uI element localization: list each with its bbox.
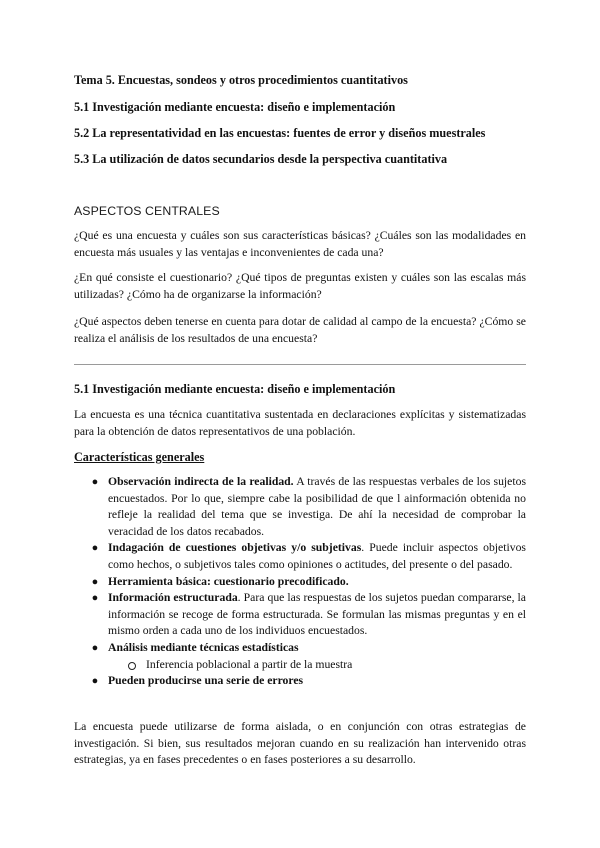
- list-item-text: A través de las respuestas verbales de los sujetos encuestados. Por lo que, siempre cabe la posibilidad de que l ainformación obtenida no refleje la realidad del tema que se investiga. De ahí la necesidad de comprobar la veracidad de los datos recabados.: [108, 475, 526, 538]
- list-item: [90, 474, 526, 540]
- list-item-bold: Pueden producirse una serie de errores: [108, 674, 304, 688]
- list-item-bold: Herramienta básica: cuestionario precodificado.: [108, 574, 349, 588]
- question-paragraph-1: ¿Qué es una encuesta y cuáles son sus características básicas? ¿Cuáles son las modalidades en encuesta más usuales y las ventajas e inconvenientes de cada una?: [74, 229, 526, 259]
- toc-heading-5-1: 5.1 Investigación mediante encuesta: diseño e implementación: [74, 100, 396, 114]
- bullet-icon: ●: [91, 641, 99, 654]
- intro-paragraph: La encuesta es una técnica cuantitativa sustentada en declaraciones explícitas y sistematizadas para la obtención de datos representativos de una población.: [74, 408, 526, 438]
- closing-paragraph: La encuesta puede utilizarse de forma aislada, o en conjunción con otras estrategias de investigación. Si bien, sus resultados mejoran cuando en su realización han intervenido otras estrategias, ya en fases precedentes o en fases posteriores a su desarrollo.: [74, 720, 526, 767]
- aspectos-centrales-title: ASPECTOS CENTRALES: [74, 204, 220, 218]
- list-item-bold: Análisis mediante técnicas estadísticas: [108, 640, 299, 654]
- list-item-text: . Puede incluir aspectos objetivos como hechos, o subjetivos tales como opiniones o actitudes, del presente o del pasado.: [108, 541, 526, 571]
- list-item: [90, 673, 526, 690]
- sub-list-item: [108, 657, 526, 674]
- list-item-text: . Para que las respuestas de los sujetos puedan compararse, la información se recoge de forma estructurada. Se formulan las mismas preguntas y en el mismo orden a cada uno de los individuos encuestados.: [108, 591, 526, 638]
- list-item: [90, 590, 526, 640]
- document-title: Tema 5. Encuestas, sondeos y otros procedimientos cuantitativos: [74, 73, 408, 87]
- question-paragraph-3: ¿Qué aspectos deben tenerse en cuenta para dotar de calidad al campo de la encuesta? ¿Cómo se realiza el análisis de los resultados de una encuesta?: [74, 315, 526, 345]
- list-item: [90, 574, 526, 591]
- section-heading-5-1: 5.1 Investigación mediante encuesta: diseño e implementación: [74, 382, 396, 396]
- horizontal-divider: [74, 364, 526, 365]
- toc-heading-5-3: 5.3 La utilización de datos secundarios desde la perspectiva cuantitativa: [74, 152, 448, 166]
- list-item: [90, 640, 526, 673]
- toc-heading-5-2: 5.2 La representatividad en las encuestas: fuentes de error y diseños muestrales: [74, 126, 486, 140]
- sub-list: [108, 657, 526, 674]
- hollow-bullet-icon: [128, 662, 136, 670]
- sub-list-item-text: Inferencia poblacional a partir de la muestra: [146, 657, 353, 671]
- bullet-icon: ●: [91, 476, 99, 488]
- bullet-icon: ●: [91, 675, 99, 688]
- characteristics-title: Características generales: [74, 450, 205, 464]
- bullet-icon: ●: [91, 575, 99, 588]
- bullet-icon: ●: [91, 542, 99, 555]
- bullet-icon: ●: [91, 592, 99, 605]
- list-item-bold: Observación indirecta de la realidad.: [108, 475, 294, 488]
- list-item-bold: Información estructurada: [108, 591, 238, 605]
- list-item-bold: Indagación de cuestiones objetivas y/o subjetivas: [108, 541, 362, 555]
- question-paragraph-2: ¿En qué consiste el cuestionario? ¿Qué tipos de preguntas existen y cuáles son las escalas más utilizadas? ¿Cómo ha de organizarse la información?: [74, 271, 526, 301]
- characteristics-list: [90, 474, 526, 690]
- list-item: [90, 540, 526, 573]
